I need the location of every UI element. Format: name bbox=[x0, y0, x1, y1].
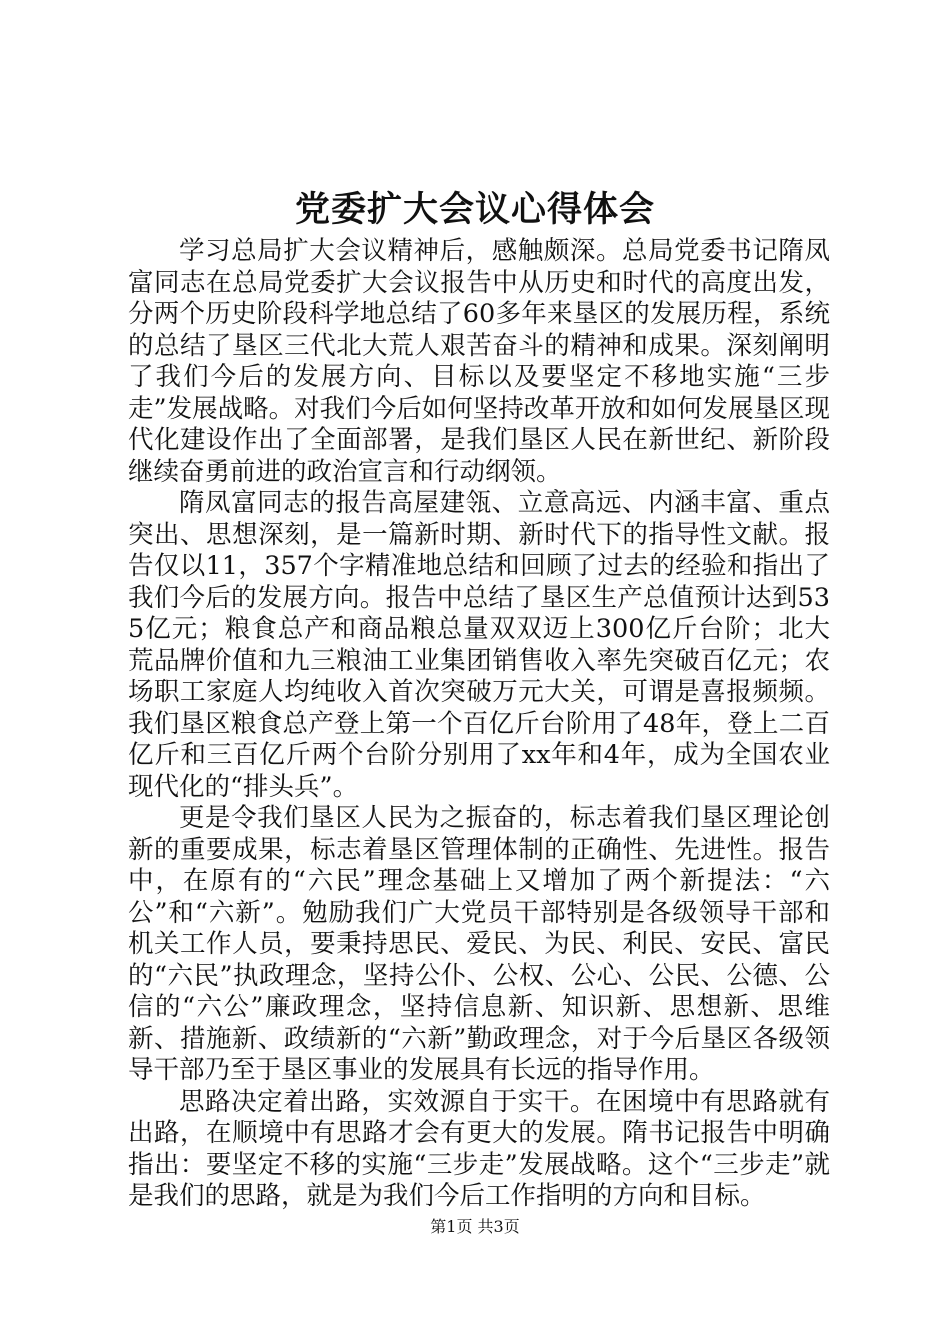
paragraph-2: 隋凤富同志的报告高屋建瓴、立意高远、内涵丰富、重点突出、思想深刻，是一篇新时期、新时代下的指导性文献。报告仅以11，357个字精准地总结和回顾了过去的经验和指出了我们今后的发展方向。报告中总结了垦区生产总值预计达到535亿元；粮食总产和商品粮总量双双迈上300亿斤台阶；北大荒品牌价值和九三粮油工业集团销售收入率先突破百亿元；农场职工家庭人均纯收入首次突破万元大关，可谓是喜报频频。我们垦区粮食总产登上第一个百亿斤台阶用了48年，登上二百亿斤和三百亿斤两个台阶分别用了xx年和4年，成为全国农业现代化的“排头兵”。 bbox=[128, 488, 830, 802]
document-body bbox=[128, 236, 830, 1213]
paragraph-3: 更是令我们垦区人民为之振奋的，标志着我们垦区理论创新的重要成果，标志着垦区管理体制的正确性、先进性。报告中，在原有的“六民”理念基础上又增加了两个新提法：“六公”和“六新”。勉励我们广大党员干部特别是各级领导干部和机关工作人员，要秉持思民、爱民、为民、利民、安民、富民的“六民”执政理念，坚持公仆、公权、公心、公民、公德、公信的“六公”廉政理念，坚持信息新、知识新、思想新、思维新、措施新、政绩新的“六新”勤政理念，对于今后垦区各级领导干部乃至于垦区事业的发展具有长远的指导作用。 bbox=[128, 803, 830, 1085]
paragraph-1: 学习总局扩大会议精神后，感触颇深。总局党委书记隋凤富同志在总局党委扩大会议报告中从历史和时代的高度出发，分两个历史阶段科学地总结了60多年来垦区的发展历程，系统的总结了垦区三代北大荒人艰苦奋斗的精神和成果。深刻阐明了我们今后的发展方向、目标以及要坚定不移地实施“三步走”发展战略。对我们今后如何坚持改革开放和如何发展垦区现代化建设作出了全面部署，是我们垦区人民在新世纪、新阶段继续奋勇前进的政治宣言和行动纲领。 bbox=[128, 236, 830, 487]
page-number-footer: 第1页 共3页 bbox=[430, 1217, 520, 1236]
document-title: 党委扩大会议心得体会 bbox=[294, 189, 655, 230]
paragraph-4: 思路决定着出路，实效源自于实干。在困境中有思路就有出路，在顺境中有思路才会有更大的发展。隋书记报告中明确指出：要坚定不移的实施“三步走”发展战略。这个“三步走”就是我们的思路，就是为我们今后工作指明的方向和目标。 bbox=[128, 1086, 830, 1211]
